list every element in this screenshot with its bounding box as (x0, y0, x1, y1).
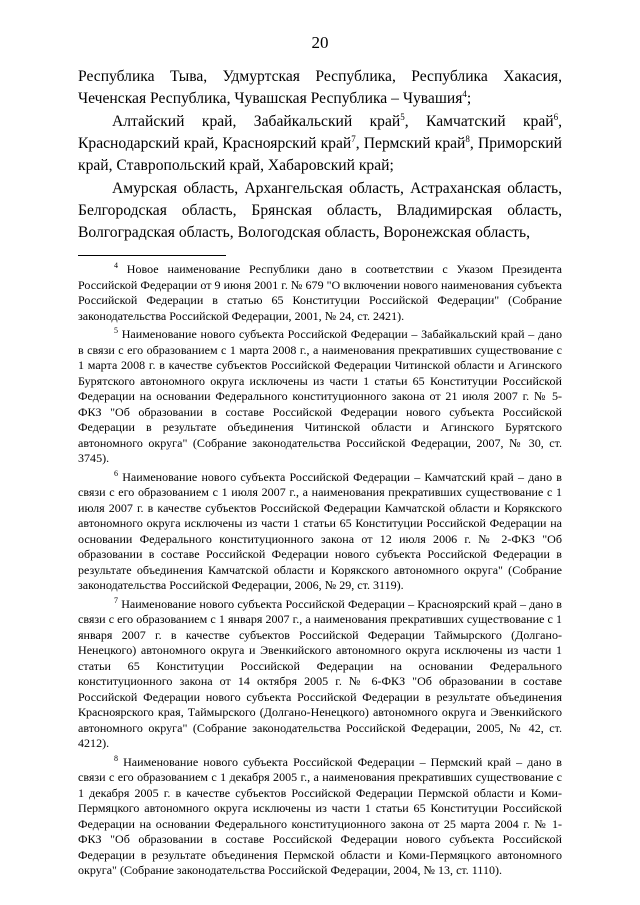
footnote-number: 6 (114, 468, 118, 478)
paragraph-text: , Приморский край, Ставропольский край, Хабаровский край; (78, 135, 562, 174)
footnote-text: Новое наименование Республики дано в соответствии с Указом Президента Российской Федерации от 9 июня 2001 г. № 679 "О включении нового наименования субъекта Российской Федерации в статью 65 Конституции Российской Федерации" (Собрание законодательства Российской Федерации, 2001, № 24, ст. 2421). (78, 262, 562, 323)
main-text (78, 66, 562, 244)
footnote-number: 7 (114, 595, 118, 605)
footnote-ref-5[interactable]: 5 (400, 112, 405, 122)
paragraph-text: , Пермский край (355, 135, 466, 152)
footnote-7 (78, 597, 562, 752)
footnote-number: 4 (114, 261, 118, 270)
footnotes (78, 262, 562, 882)
footnote-4 (78, 262, 562, 324)
footnote-number: 8 (114, 753, 118, 763)
page-number: 20 (311, 33, 329, 52)
footnote-number: 5 (114, 326, 118, 335)
footnote-ref-6[interactable]: 6 (553, 112, 559, 122)
paragraph-oblasts: Амурская область, Архангельская область, Астраханская область, Белгородская область, Брянская область, Владимирская область, Волгоградская область, Вологодская область, Воронежская область, (78, 180, 562, 241)
footnote-ref-4[interactable]: 4 (462, 89, 467, 99)
footnote-5 (78, 327, 562, 467)
footnote-ref-8[interactable]: 8 (465, 134, 470, 144)
paragraph-text: , Камчатский край (404, 113, 554, 130)
paragraph-text: , Краснодарский край, Красноярский край (78, 113, 562, 152)
footnote-ref-7[interactable]: 7 (351, 134, 356, 144)
paragraph-republics (78, 66, 562, 110)
footnote-6 (78, 470, 562, 594)
paragraph-text: Алтайский край, Забайкальский край (112, 113, 401, 130)
paragraph-krais (78, 111, 562, 177)
footnote-divider (78, 255, 226, 256)
paragraph-text: Республика Тыва, Удмуртская Республика, Республика Хакасия, Чеченская Республика, Чувашская Республика – Чувашия (78, 68, 562, 107)
paragraph-tail: ; (466, 90, 472, 107)
footnote-text: Наименование нового субъекта Российской Федерации – Забайкальский край – дано в связи с его образованием с 1 марта 2008 г., а наименования прекративших существование с 1 марта 2008 г. в качестве субъектов Российской Федерации Читинской области и Агинского Бурятского автономного округа исключены из части 1 статьи 65 Конституции Российской Федерации на основании Федерального конституционного закона от 21 июля 2007 г. № 5-ФКЗ "Об образовании в составе Российской Федерации нового субъекта Российской Федерации в результате объединения Читинской области и Агинского Бурятского автономного округа" (Собрание законодательства Российской Федерации, 2007, № 30, ст. 3745). (78, 327, 562, 465)
footnote-text: Наименование нового субъекта Российской Федерации – Пермский край – дано в связи с его образованием с 1 декабря 2005 г., а наименования прекративших существование с 1 декабря 2005 г. в качестве субъектов Российской Федерации Пермской области и Коми-Пермяцкого автономного округа исключены из части 1 статьи 65 Конституции Российской Федерации на основании Федерального конституционного закона от 25 марта 2004 г. № 1-ФКЗ "Об образовании в составе Российской Федерации нового субъекта Российской Федерации в результате объединения Пермской области и Коми-Пермяцкого автономного округа" (Собрание законодательства Российской Федерации, 2004, № 13, ст. 1110). (78, 754, 562, 877)
footnote-8 (78, 755, 562, 879)
footnote-text: Наименование нового субъекта Российской Федерации – Камчатский край – дано в связи с его образованием с 1 июля 2007 г., а наименования прекративших существование с 1 июля 2007 г. в качестве субъектов Российской Федерации Камчатской области и Корякского автономного округа исключены из части 1 статьи 65 Конституции Российской Федерации на основании Федерального конституционного закона от 12 июля 2006 г. № 2-ФКЗ "Об образовании в составе Российской Федерации нового субъекта Российской Федерации в результате объединения Камчатской области и Корякского автономного округа" (Собрание законодательства Российской Федерации, 2006, № 29, ст. 3119). (78, 469, 562, 592)
footnote-text: Наименование нового субъекта Российской Федерации – Красноярский край – дано в связи с его образованием с 1 января 2007 г., а наименования прекративших существование с 1 января 2007 г. в качестве субъектов Российской Федерации Таймырского (Долгано-Ненецкого) автономного округа и Эвенкийского автономного округа исключены из части 1 статьи 65 Конституции Российской Федерации на основании Федерального конституционного закона от 14 октября 2005 г. № 6-ФКЗ "Об образовании в составе Российской Федерации нового субъекта Российской Федерации в результате объединения Красноярского края, Таймырского (Долгано-Ненецкого) автономного округа и Эвенкийского автономного округа" (Собрание законодательства Российской Федерации, 2005, № 42, ст. 4212). (78, 596, 562, 750)
